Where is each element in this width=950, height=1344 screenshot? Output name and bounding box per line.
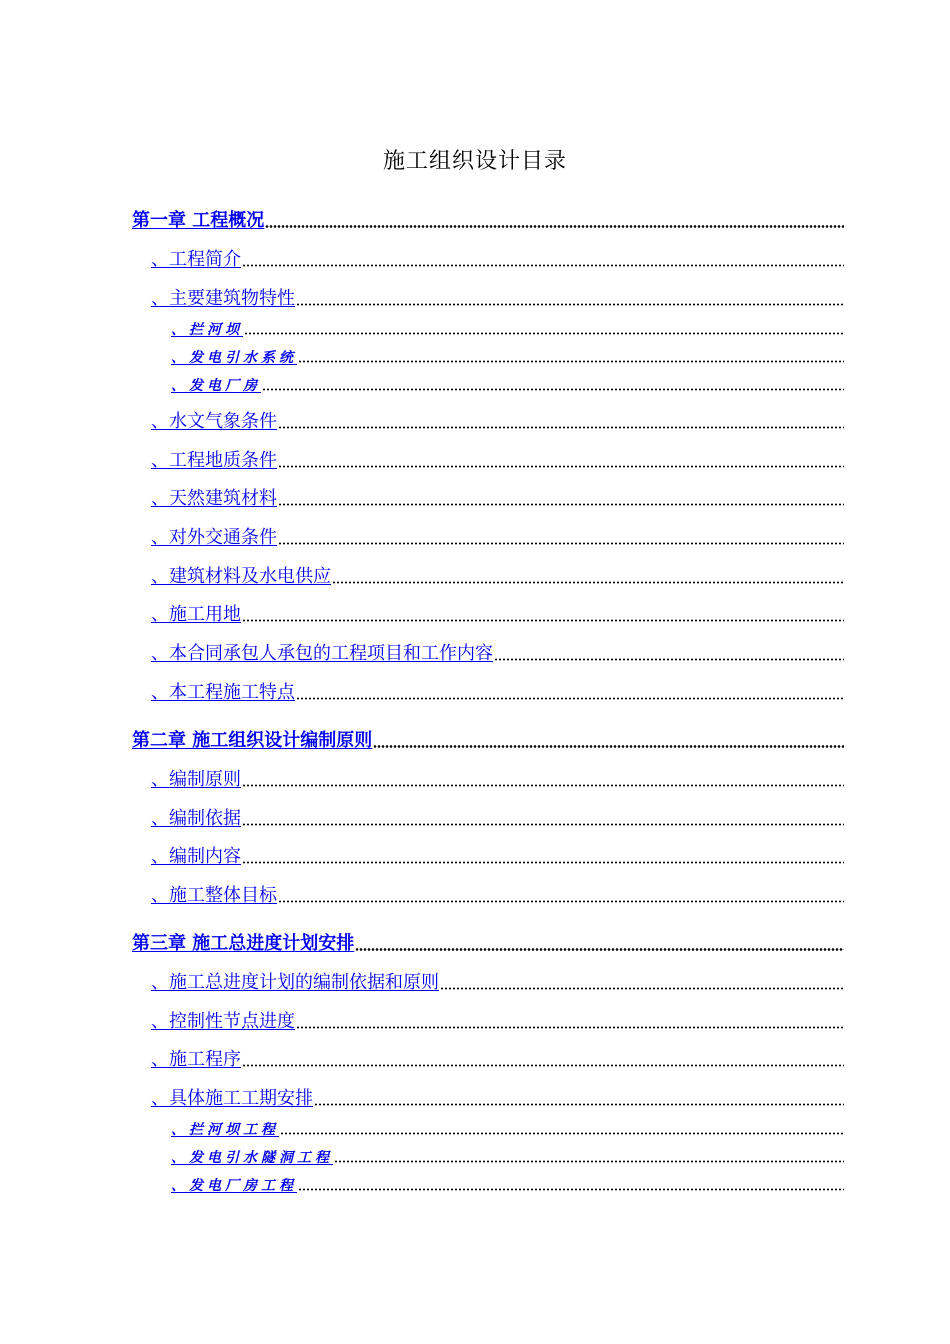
- toc-entry-label[interactable]: 、发电引水系统: [171, 350, 297, 366]
- toc-section[interactable]: [151, 804, 844, 828]
- dot-leader: [242, 619, 844, 622]
- toc-subsection[interactable]: [171, 1141, 844, 1165]
- toc-entry-label[interactable]: 、发电厂房: [171, 378, 261, 394]
- toc-entry-label[interactable]: 、施工用地: [151, 604, 241, 625]
- toc-entry-label[interactable]: 、具体施工工期安排: [151, 1088, 313, 1109]
- toc-entry-label[interactable]: 、拦河坝: [171, 322, 243, 338]
- toc-entry-label[interactable]: 、发电引水隧洞工程: [171, 1150, 333, 1166]
- dot-leader: [332, 581, 844, 584]
- toc-section[interactable]: [151, 446, 844, 470]
- toc-entry-label[interactable]: 、天然建筑材料: [151, 488, 277, 509]
- dot-leader: [265, 225, 844, 228]
- dot-leader: [373, 745, 844, 748]
- toc-section[interactable]: [151, 484, 844, 508]
- toc-subsection[interactable]: [171, 1169, 844, 1193]
- toc-section[interactable]: [151, 639, 844, 663]
- toc-entry-label[interactable]: 、编制内容: [151, 846, 241, 867]
- dot-leader: [314, 1103, 844, 1106]
- toc-section[interactable]: [151, 562, 844, 586]
- toc-chapter-2[interactable]: [132, 726, 844, 750]
- dot-leader: [242, 1064, 844, 1067]
- dot-leader: [280, 1132, 844, 1135]
- dot-leader: [244, 332, 844, 335]
- toc-entry-label[interactable]: 、水文气象条件: [151, 411, 277, 432]
- dot-leader: [296, 1026, 844, 1029]
- toc-entry-label[interactable]: 、工程简介: [151, 249, 241, 270]
- dot-leader: [278, 465, 844, 468]
- toc-section[interactable]: [151, 1084, 844, 1108]
- toc-subsection[interactable]: [171, 1113, 844, 1137]
- toc-section[interactable]: [151, 600, 844, 624]
- dot-leader: [242, 264, 844, 267]
- page-title: 施工组织设计目录: [382, 149, 567, 174]
- toc-entry-label[interactable]: 、编制原则: [151, 769, 241, 790]
- toc-entry-label[interactable]: 第三章 施工总进度计划安排: [132, 933, 355, 954]
- toc-entry-label[interactable]: 、拦河坝工程: [171, 1122, 279, 1138]
- toc-chapter-3[interactable]: [132, 929, 844, 953]
- dot-leader: [298, 1188, 844, 1191]
- toc-entry-label[interactable]: 、施工总进度计划的编制依据和原则: [151, 972, 439, 993]
- toc-section[interactable]: [151, 678, 844, 702]
- dot-leader: [278, 542, 844, 545]
- dot-leader: [278, 503, 844, 506]
- toc-section[interactable]: [151, 1045, 844, 1069]
- toc-section[interactable]: [151, 1007, 844, 1031]
- toc-entry-label[interactable]: 、主要建筑物特性: [151, 288, 295, 309]
- dot-leader: [278, 900, 844, 903]
- toc-section[interactable]: [151, 881, 844, 905]
- toc-section[interactable]: [151, 523, 844, 547]
- toc-chapter-1[interactable]: [132, 206, 844, 230]
- toc-entry-label[interactable]: 、本工程施工特点: [151, 682, 295, 703]
- dot-leader: [334, 1160, 844, 1163]
- toc-entry-label[interactable]: 、施工程序: [151, 1049, 241, 1070]
- toc-entry-label[interactable]: 、工程地质条件: [151, 450, 277, 471]
- dot-leader: [494, 658, 844, 661]
- dot-leader: [242, 823, 844, 826]
- dot-leader: [355, 948, 844, 951]
- toc-subsection[interactable]: [171, 313, 844, 337]
- toc-entry-label[interactable]: 第一章 工程概况: [132, 210, 265, 231]
- toc-section[interactable]: [151, 407, 844, 431]
- dot-leader: [296, 303, 844, 306]
- dot-leader: [296, 697, 844, 700]
- toc-subsection[interactable]: [171, 369, 844, 393]
- toc-entry-label[interactable]: 、施工整体目标: [151, 885, 277, 906]
- toc-section[interactable]: [151, 968, 844, 992]
- toc-entry-label[interactable]: 、本合同承包人承包的工程项目和工作内容: [151, 643, 493, 664]
- toc-section[interactable]: [151, 284, 844, 308]
- dot-leader: [242, 784, 844, 787]
- dot-leader: [298, 360, 844, 363]
- toc-entry-label[interactable]: 、控制性节点进度: [151, 1011, 295, 1032]
- toc-entry-label[interactable]: 、对外交通条件: [151, 527, 277, 548]
- toc-entry-label[interactable]: 、发电厂房工程: [171, 1178, 297, 1194]
- toc-section[interactable]: [151, 245, 844, 269]
- toc-section[interactable]: [151, 765, 844, 789]
- toc-subsection[interactable]: [171, 341, 844, 365]
- dot-leader: [262, 388, 844, 391]
- dot-leader: [278, 426, 844, 429]
- toc-section[interactable]: [151, 842, 844, 866]
- toc-entry-label[interactable]: 第二章 施工组织设计编制原则: [132, 730, 373, 751]
- toc-entry-label[interactable]: 、编制依据: [151, 808, 241, 829]
- dot-leader: [242, 861, 844, 864]
- toc-entry-label[interactable]: 、建筑材料及水电供应: [151, 566, 331, 587]
- dot-leader: [440, 987, 844, 990]
